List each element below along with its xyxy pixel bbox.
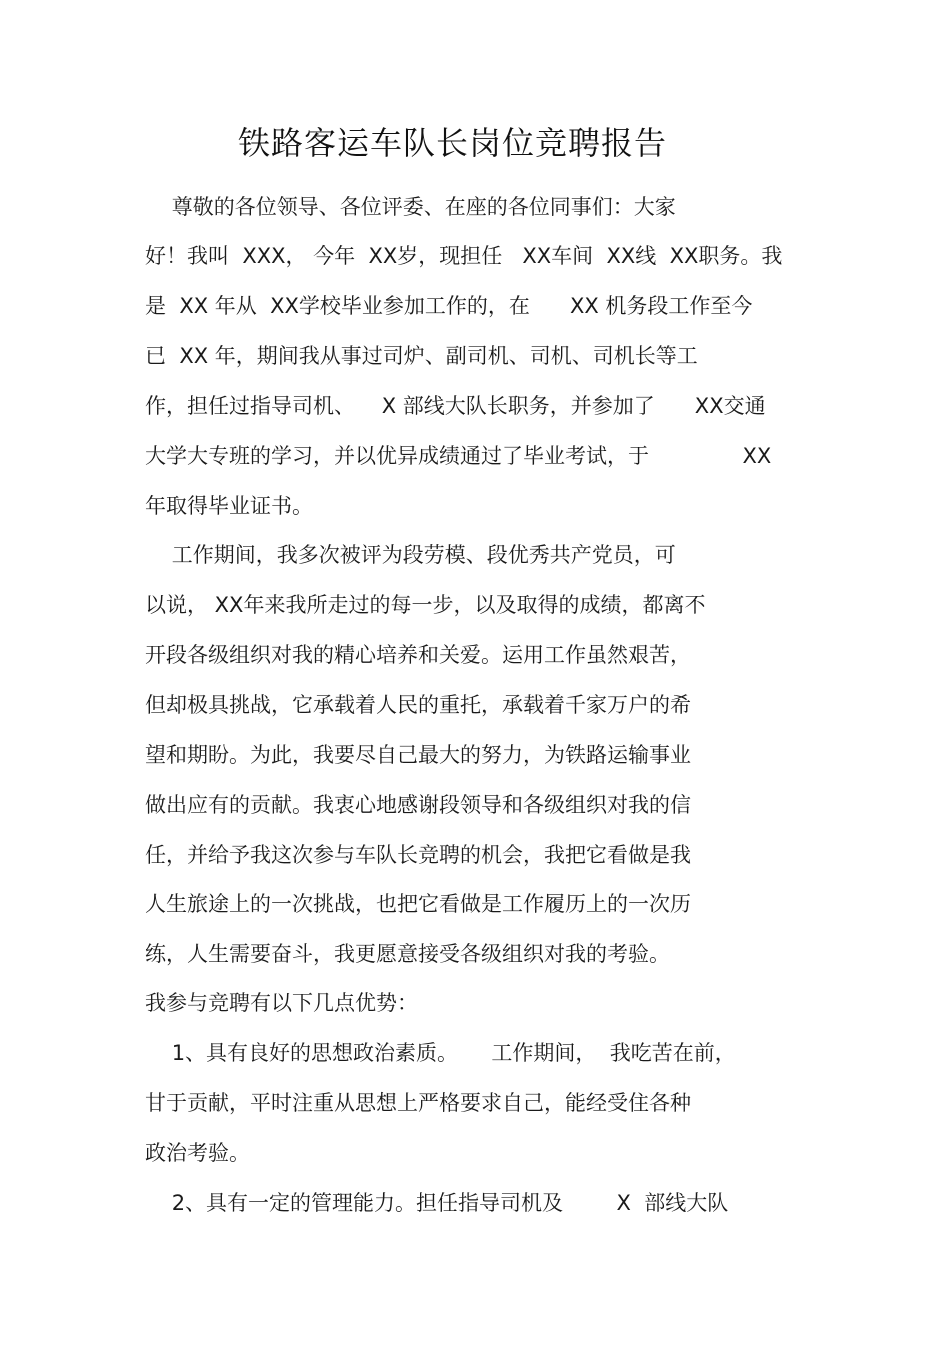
paragraph-line: 任，并给予我这次参与车队长竞聘的机会，我把它看做是我 xyxy=(145,843,691,867)
paragraph-line: 工作期间，我多次被评为段劳模、段优秀共产党员，可 xyxy=(145,543,676,567)
paragraph-line: 以说， XX年来我所走过的每一步，以及取得的成绩，都离不 xyxy=(145,593,706,617)
paragraph-line: 但却极具挑战，它承载着人民的重托，承载着千家万户的希 xyxy=(145,693,691,717)
paragraph-line: 望和期盼。为此，我要尽自己最大的努力，为铁路运输事业 xyxy=(145,743,691,767)
paragraph-line: 人生旅途上的一次挑战，也把它看做是工作履历上的一次历 xyxy=(145,892,691,916)
document-title: 铁路客运车队长岗位竞聘报告 xyxy=(237,124,667,162)
paragraph-line: 尊敬的各位领导、各位评委、在座的各位同事们：大家 xyxy=(145,195,676,219)
paragraph-line: 作，担任过指导司机、 X 部线大队长职务，并参加了 XX交通 xyxy=(145,394,766,418)
paragraph-line: 开段各级组织对我的精心培养和关爱。运用工作虽然艰苦， xyxy=(145,643,691,667)
paragraph-line: 练，人生需要奋斗，我更愿意接受各级组织对我的考验。 xyxy=(145,942,670,966)
paragraph-line: 我参与竞聘有以下几点优势： xyxy=(145,991,418,1015)
paragraph-line: 大学大专班的学习，并以优异成绩通过了毕业考试，于 XX xyxy=(145,444,772,468)
list-item-line: 政治考验。 xyxy=(145,1141,250,1165)
list-item-line: 2、具有一定的管理能力。担任指导司机及 X 部线大队 xyxy=(145,1191,729,1215)
list-item-line: 1、具有良好的思想政治素质。 工作期间， 我吃苦在前， xyxy=(145,1041,736,1065)
paragraph-line: 是 XX 年从 XX学校毕业参加工作的，在 XX 机务段工作至今 xyxy=(145,294,753,318)
list-item-line: 甘于贡献，平时注重从思想上严格要求自己，能经受住各种 xyxy=(145,1091,691,1115)
paragraph-line: 年取得毕业证书。 xyxy=(145,494,313,518)
paragraph-line: 已 XX 年，期间我从事过司炉、副司机、司机、司机长等工 xyxy=(145,344,698,368)
paragraph-line: 好！我叫 XXX， 今年 XX岁，现担任 XX车间 XX线 XX职务。我 xyxy=(145,244,783,268)
paragraph-line: 做出应有的贡献。我衷心地感谢段领导和各级组织对我的信 xyxy=(145,793,691,817)
